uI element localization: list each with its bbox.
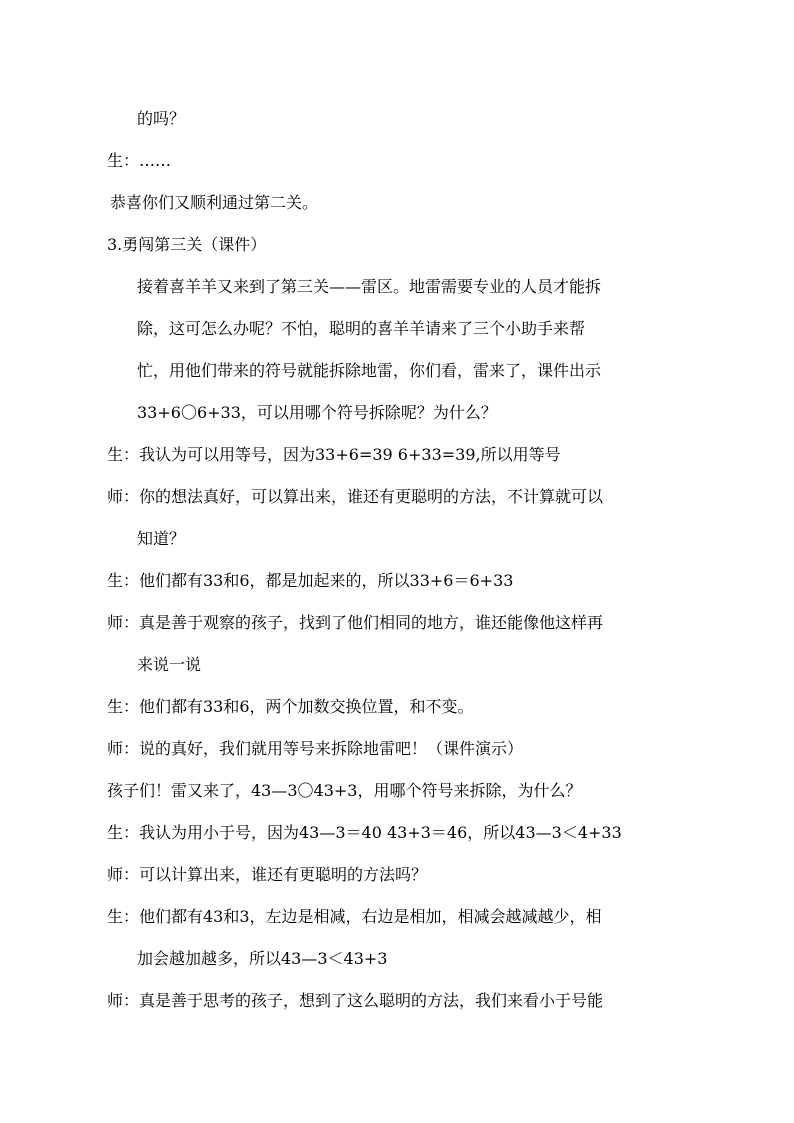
dialogue-line: 生：他们都有33和6，两个加数交换位置，和不变。 [107, 697, 474, 716]
dialogue-line: 生：他们都有33和6，都是加起来的，所以33+6＝6+33 [107, 571, 514, 590]
dialogue-line: 生：我认为用小于号，因为43—3＝40 43+3＝46，所以43—3＜4+33 [107, 823, 622, 842]
section-heading: 3.勇闯第三关（课件） [107, 235, 267, 254]
paragraph-line: 恭喜你们又顺利通过第二关。 [110, 193, 319, 212]
paragraph-line: 知道？ [137, 529, 186, 548]
paragraph-line: 33+6〇6+33，可以用哪个符号拆除呢？为什么？ [137, 403, 497, 422]
paragraph-line: 生：…… [107, 151, 172, 170]
paragraph-line: 忙，用他们带来的符号就能拆除地雷，你们看，雷来了，课件出示 [137, 361, 602, 380]
paragraph-line: 接着喜羊羊又来到了第三关——雷区。地雷需要专业的人员才能拆 [137, 277, 602, 296]
dialogue-line: 师：真是善于思考的孩子，想到了这么聪明的方法，我们来看小于号能 [107, 991, 604, 1010]
dialogue-line: 师：说的真好，我们就用等号来拆除地雷吧！（课件演示） [107, 739, 524, 758]
dialogue-line: 生：他们都有43和3，左边是相减，右边是相加，相减会越减越少，相 [107, 907, 602, 926]
dialogue-line: 师：可以计算出来，谁还有更聪明的方法吗？ [107, 865, 428, 884]
dialogue-line: 师：真是善于观察的孩子，找到了他们相同的地方，谁还能像他这样再 [107, 613, 604, 632]
paragraph-line: 除，这可怎么办呢？不怕，聪明的喜羊羊请来了三个小助手来帮 [137, 319, 586, 338]
dialogue-line: 生：我认为可以用等号，因为33+6=39 6+33=39,所以用等号 [107, 445, 561, 464]
paragraph-line: 加会越加越多，所以43—3＜43+3 [137, 949, 388, 968]
paragraph-line: 的吗？ [137, 109, 186, 128]
paragraph-line: 来说一说 [137, 655, 202, 674]
paragraph-line: 孩子们！雷又来了，43—3〇43+3，用哪个符号来拆除，为什么？ [107, 781, 582, 800]
dialogue-line: 师：你的想法真好，可以算出来，谁还有更聪明的方法，不计算就可以 [107, 487, 604, 506]
